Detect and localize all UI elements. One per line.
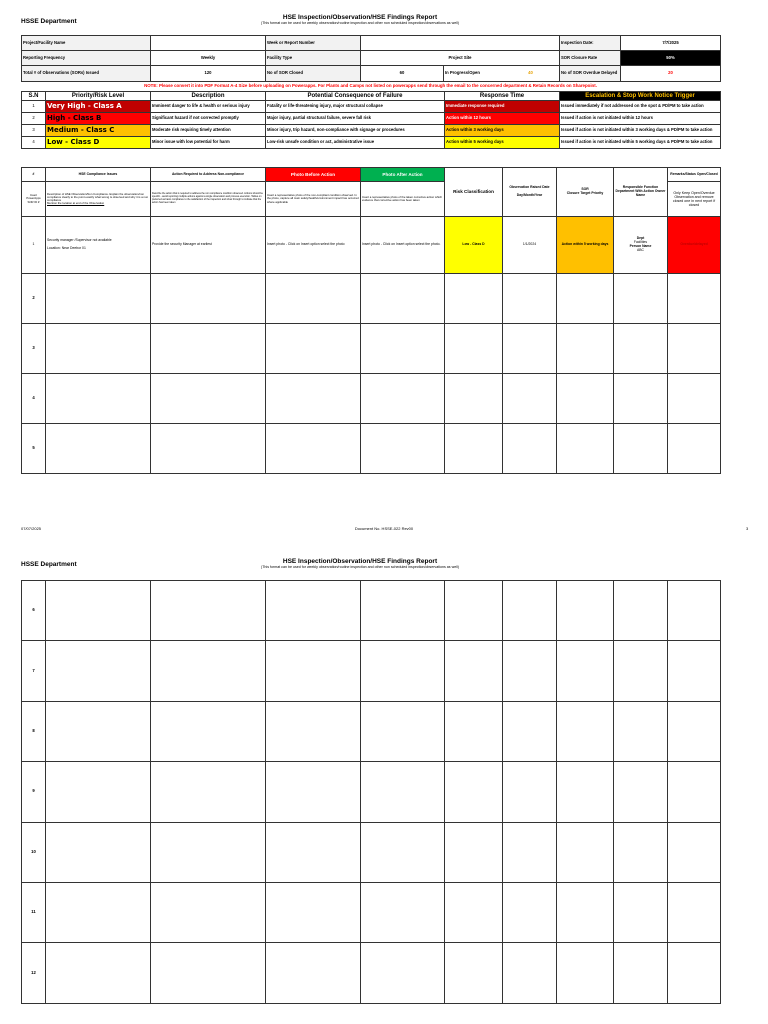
overdue-value[interactable]: 20 <box>621 66 721 82</box>
row-number: 7 <box>22 641 46 701</box>
row-photo-before[interactable] <box>266 822 361 882</box>
project-label: Project/Facility Name <box>22 36 151 51</box>
row-photo-before[interactable] <box>266 943 361 1003</box>
row-status[interactable] <box>668 424 721 474</box>
row-raised-date[interactable] <box>503 581 557 641</box>
row-action[interactable] <box>151 701 266 761</box>
row-action[interactable] <box>151 374 266 424</box>
row-photo-before[interactable]: Insert photo - Click on Insert option select the photo <box>266 217 361 274</box>
row-raised-date[interactable]: 1/1/2024 <box>503 217 557 274</box>
row-number: 12 <box>22 943 46 1003</box>
row-number: 3 <box>22 324 46 374</box>
row-responsible[interactable] <box>614 822 668 882</box>
row-raised-date[interactable] <box>503 822 557 882</box>
row-action[interactable] <box>151 641 266 701</box>
col-issues: HSE Compliance Issues <box>46 168 151 182</box>
row-responsible[interactable] <box>614 374 668 424</box>
row-issue[interactable] <box>46 581 151 641</box>
row-risk[interactable] <box>445 274 503 324</box>
in-progress-label: In Progress/Open <box>445 70 480 76</box>
row-photo-after[interactable] <box>361 641 445 701</box>
priority-description: Significant hazard if not corrected promptly <box>151 113 266 125</box>
col-num: # <box>22 168 46 182</box>
row-issue[interactable] <box>46 274 151 324</box>
row-status[interactable] <box>668 641 721 701</box>
row-photo-before[interactable] <box>266 424 361 474</box>
priority-sn: 4 <box>22 137 46 149</box>
priority-escalation: Issued if action is not initiated within 3 working days & PD/PM to take action <box>560 125 721 137</box>
table-row <box>22 943 721 1003</box>
row-priority[interactable] <box>557 424 614 474</box>
row-status[interactable]: Overdue/delayed <box>668 217 721 274</box>
priority-escalation: Issued if action is not initiated within 12 hours <box>560 113 721 125</box>
row-status[interactable] <box>668 581 721 641</box>
inspection-date-value[interactable]: 7/7/2025 <box>621 36 721 51</box>
table-row <box>22 374 721 424</box>
row-issue: Security manager /Supervisor not available <box>47 238 112 243</box>
row-issue[interactable] <box>46 762 151 822</box>
row-number: 4 <box>22 374 46 424</box>
priority-description: Imminent danger to life & health or serious injury <box>151 101 266 113</box>
guidance-photo-after: Insert a representative photo of the taken corrective action which evidence that corrective action has been taken <box>361 182 445 217</box>
closed-sor-value[interactable]: 60 <box>361 66 444 82</box>
guidance-issues-text: Description of HSE Observation/Non Compliance. Explain the observation/non compliance clearly to the point exactly what wrong is observed and why it is a non compliance <box>47 191 149 202</box>
row-priority[interactable] <box>557 882 614 942</box>
inspection-date-label: Inspection Date: <box>560 36 621 51</box>
table-row <box>22 324 721 374</box>
row-action[interactable]: Provide the security Manager at earliest <box>151 217 266 274</box>
priority-row <box>22 137 721 149</box>
department-label: HSSE Department <box>21 18 77 25</box>
row-issue-cell[interactable] <box>46 217 151 274</box>
row-priority[interactable] <box>557 374 614 424</box>
closure-rate-label: SOR Closure Rate <box>560 51 621 66</box>
row-priority[interactable]: Action within 5 working days <box>557 217 614 274</box>
row-issue[interactable] <box>46 943 151 1003</box>
table-row <box>22 217 721 274</box>
row-photo-before[interactable] <box>266 701 361 761</box>
row-issue[interactable] <box>46 424 151 474</box>
row-action[interactable] <box>151 822 266 882</box>
table-row <box>22 762 721 822</box>
row-photo-after[interactable] <box>361 581 445 641</box>
col-raised-date: Observation Raised Date Day/Month/Year <box>503 168 557 217</box>
row-priority[interactable] <box>557 943 614 1003</box>
priority-description: Minor issue with low potential for harm <box>151 137 266 149</box>
priority-level-header: Priority/Risk Level <box>46 92 151 101</box>
guidance-issues <box>46 182 151 217</box>
priority-response: Immediate response required <box>445 101 560 113</box>
col-remarks: Remarks/Status Open/Closed <box>668 168 721 182</box>
row-photo-after[interactable]: Insert photo - Click on Insert option select the photo. <box>361 217 445 274</box>
row-issue[interactable] <box>46 374 151 424</box>
guidance-remarks: Only Keep Open/Overdue Observation and remove closed one in next report if closed <box>668 182 721 217</box>
row-number: 5 <box>22 424 46 474</box>
priority-response: Action within 3 working days <box>445 125 560 137</box>
row-issue[interactable] <box>46 324 151 374</box>
guidance-action: Describe the action that is required to address the non compliance condition observed. Actions should be specific - avoid reporting multiple actions against a single observation and process execution. Tables on preferred as basic compliance to the satisfaction of the inspection and show through to indicate that the action has been taken <box>151 182 266 217</box>
priority-sn: 2 <box>22 113 46 125</box>
table-row <box>22 822 721 882</box>
row-photo-after[interactable] <box>361 701 445 761</box>
row-photo-after[interactable] <box>361 943 445 1003</box>
row-photo-before[interactable] <box>266 274 361 324</box>
row-resp-dept-value: Facilities <box>633 240 648 245</box>
page-2 <box>0 552 768 1024</box>
row-responsible[interactable] <box>614 943 668 1003</box>
in-progress-value[interactable]: 40 <box>528 70 533 76</box>
row-raised-date[interactable] <box>503 374 557 424</box>
table-row <box>22 274 721 324</box>
row-number: 9 <box>22 762 46 822</box>
priority-sn: 1 <box>22 101 46 113</box>
col-photo-after: Photo After Action <box>361 168 445 182</box>
row-raised-date[interactable] <box>503 882 557 942</box>
col-risk: Risk Classification <box>445 168 503 217</box>
row-photo-before[interactable] <box>266 641 361 701</box>
findings-table-page-2 <box>21 580 721 1004</box>
row-responsible[interactable] <box>614 701 668 761</box>
row-responsible[interactable] <box>614 424 668 474</box>
guidance-issues-location: Mention the location at end of the Observation <box>47 201 105 206</box>
row-status[interactable] <box>668 324 721 374</box>
col-responsible: Responsible Function Department With Action Owner Name <box>614 168 668 217</box>
closed-sor-label: No of SOR Closed <box>266 66 361 82</box>
report-subtitle-p2: (This format can be used for weekly observation/routine inspection and other non scheduled inspection/observations as well) <box>261 565 459 569</box>
row-photo-after[interactable] <box>361 762 445 822</box>
footer-date: 07/07/2025 <box>21 526 42 531</box>
row-action[interactable] <box>151 274 266 324</box>
facility-type-label: Facility Type <box>266 51 361 66</box>
row-issue[interactable] <box>46 882 151 942</box>
row-photo-before[interactable] <box>266 882 361 942</box>
priority-sn-header: S.N <box>22 92 46 101</box>
row-photo-after[interactable] <box>361 374 445 424</box>
priority-level: Medium - Class C <box>46 125 151 137</box>
row-number: 2 <box>22 274 46 324</box>
row-resp-person-label: Person Name <box>629 244 652 248</box>
row-status[interactable] <box>668 762 721 822</box>
overdue-label: No of SOR Overdue Delayed <box>560 66 621 82</box>
project-value[interactable] <box>151 36 266 51</box>
row-raised-date[interactable] <box>503 641 557 701</box>
priority-level: Very High - Class A <box>46 101 151 113</box>
row-resp-person-value: ABC <box>637 247 644 252</box>
priority-sn: 3 <box>22 125 46 137</box>
findings-table-page-1 <box>21 167 721 474</box>
row-number: 1 <box>22 217 46 274</box>
priority-escalation: Issued immediately if not addressed on the spot & PD/PM to take action <box>560 101 721 113</box>
row-risk[interactable] <box>445 701 503 761</box>
priority-consequence: Major injury, partial structural failure, severe fall risk <box>266 113 445 125</box>
facility-type-value[interactable]: Project Site <box>361 51 560 66</box>
row-number: 10 <box>22 822 46 882</box>
frequency-label: Reporting Frequency <box>22 51 151 66</box>
row-priority[interactable] <box>557 581 614 641</box>
priority-consequence-header: Potential Consequence of Failure <box>266 92 445 101</box>
row-number: 11 <box>22 882 46 942</box>
row-action[interactable] <box>151 943 266 1003</box>
row-risk[interactable] <box>445 943 503 1003</box>
row-status[interactable] <box>668 943 721 1003</box>
col-priority: SOR Closure Target Priority <box>557 168 614 217</box>
row-responsible[interactable] <box>614 581 668 641</box>
row-priority[interactable] <box>557 274 614 324</box>
report-title: HSE Inspection/Observation/HSE Findings Report <box>282 14 438 21</box>
row-raised-date[interactable] <box>503 943 557 1003</box>
row-status[interactable] <box>668 701 721 761</box>
row-priority[interactable] <box>557 701 614 761</box>
department-label-p2: HSSE Department <box>21 561 77 568</box>
report-title-p2: HSE Inspection/Observation/HSE Findings Report <box>282 558 438 565</box>
row-photo-before[interactable] <box>266 374 361 424</box>
col-action: Action Required to Address Non-compliance <box>151 168 266 182</box>
summary-table <box>21 35 721 82</box>
row-responsible[interactable] <box>614 274 668 324</box>
table-row <box>22 424 721 474</box>
row-status[interactable] <box>668 274 721 324</box>
row-responsible[interactable] <box>614 324 668 374</box>
row-priority[interactable] <box>557 641 614 701</box>
row-risk[interactable] <box>445 762 503 822</box>
row-risk[interactable] <box>445 374 503 424</box>
total-sor-label: Total # of Observations (SORs) Issued <box>22 66 151 82</box>
table-row <box>22 641 721 701</box>
priority-row <box>22 125 721 137</box>
row-photo-after[interactable] <box>361 882 445 942</box>
row-action[interactable] <box>151 324 266 374</box>
in-progress-cell <box>444 66 560 82</box>
row-priority[interactable] <box>557 324 614 374</box>
table-row <box>22 581 721 641</box>
row-status[interactable] <box>668 882 721 942</box>
row-photo-before[interactable] <box>266 762 361 822</box>
row-responsible[interactable] <box>614 641 668 701</box>
frequency-value[interactable]: Weekly <box>151 51 266 66</box>
report-subtitle: (This format can be used for weekly observation/routine inspection and other non scheduled inspection/observations as well) <box>261 21 459 25</box>
row-status[interactable] <box>668 374 721 424</box>
note-banner: NOTE: Please convert it into PDF Format A-4 Size before uploading on Powerapps. For Plants and Camps not listed on powerapps send through the email to the concerned department & Retain Records on Sharepoint. <box>144 83 597 88</box>
priority-consequence: Fatality or life-threatening injury, major structural collapse <box>266 101 445 113</box>
col-photo-before: Photo Before Action <box>266 168 361 182</box>
row-resp-dept-label: Dept <box>636 236 645 241</box>
priority-consequence: Minor injury, trip hazard, non-compliance with signage or procedures <box>266 125 445 137</box>
week-value[interactable] <box>361 36 560 51</box>
row-number: 6 <box>22 581 46 641</box>
priority-consequence: Low-risk unsafe condition or act, administrative issue <box>266 137 445 149</box>
priority-response: Action within 12 hours <box>445 113 560 125</box>
footer-page: 3 <box>746 526 749 531</box>
row-raised-date[interactable] <box>503 324 557 374</box>
row-photo-after[interactable] <box>361 822 445 882</box>
row-raised-date[interactable] <box>503 701 557 761</box>
row-location: Location: Near Deebor 01 <box>47 246 86 250</box>
closure-rate-value: 50% <box>621 51 721 66</box>
priority-description: Moderate risk requiring timely attention <box>151 125 266 137</box>
table-row <box>22 701 721 761</box>
row-risk[interactable] <box>445 424 503 474</box>
row-responsible[interactable] <box>614 882 668 942</box>
row-photo-after[interactable] <box>361 324 445 374</box>
row-photo-after[interactable] <box>361 424 445 474</box>
row-action[interactable] <box>151 762 266 822</box>
priority-response-header: Response Time <box>445 92 560 101</box>
row-raised-date[interactable] <box>503 762 557 822</box>
total-sor-value[interactable]: 120 <box>151 66 266 82</box>
row-risk[interactable] <box>445 581 503 641</box>
row-action[interactable] <box>151 424 266 474</box>
week-label: Week or Report Number <box>266 36 361 51</box>
row-responsible[interactable] <box>614 217 668 274</box>
row-responsible[interactable] <box>614 762 668 822</box>
row-risk[interactable] <box>445 324 503 374</box>
row-risk[interactable] <box>445 882 503 942</box>
row-photo-after[interactable] <box>361 274 445 324</box>
row-risk[interactable]: Low - Class D <box>445 217 503 274</box>
row-priority[interactable] <box>557 822 614 882</box>
priority-level: Low - Class D <box>46 137 151 149</box>
priority-response: Action within 5 working days <box>445 137 560 149</box>
row-risk[interactable] <box>445 822 503 882</box>
row-priority[interactable] <box>557 762 614 822</box>
guidance-num: Insert PowerApps SOR ID # <box>22 182 46 217</box>
priority-description-header: Description <box>151 92 266 101</box>
priority-escalation-header: Escalation & Stop Work Notice Trigger <box>560 92 721 101</box>
row-action[interactable] <box>151 882 266 942</box>
guidance-photo-before: Insert a representative photo of the non-compliant condition observed. In the photo, capture all main safety/health/environment impact has occurred where applicable <box>266 182 361 217</box>
table-row <box>22 882 721 942</box>
footer-doc-no: Document No. HSSE-022 Rev00 <box>354 526 414 531</box>
priority-row <box>22 113 721 125</box>
row-photo-before[interactable] <box>266 324 361 374</box>
row-action[interactable] <box>151 581 266 641</box>
row-photo-before[interactable] <box>266 581 361 641</box>
row-issue[interactable] <box>46 822 151 882</box>
row-number: 8 <box>22 701 46 761</box>
row-risk[interactable] <box>445 641 503 701</box>
priority-escalation: Issued if action is not initiated within 5 working days & PD/PM to take action <box>560 137 721 149</box>
priority-row <box>22 101 721 113</box>
row-raised-date[interactable] <box>503 424 557 474</box>
row-issue[interactable] <box>46 641 151 701</box>
row-status[interactable] <box>668 822 721 882</box>
priority-table <box>21 91 721 149</box>
priority-level: High - Class B <box>46 113 151 125</box>
row-issue[interactable] <box>46 701 151 761</box>
row-raised-date[interactable] <box>503 274 557 324</box>
